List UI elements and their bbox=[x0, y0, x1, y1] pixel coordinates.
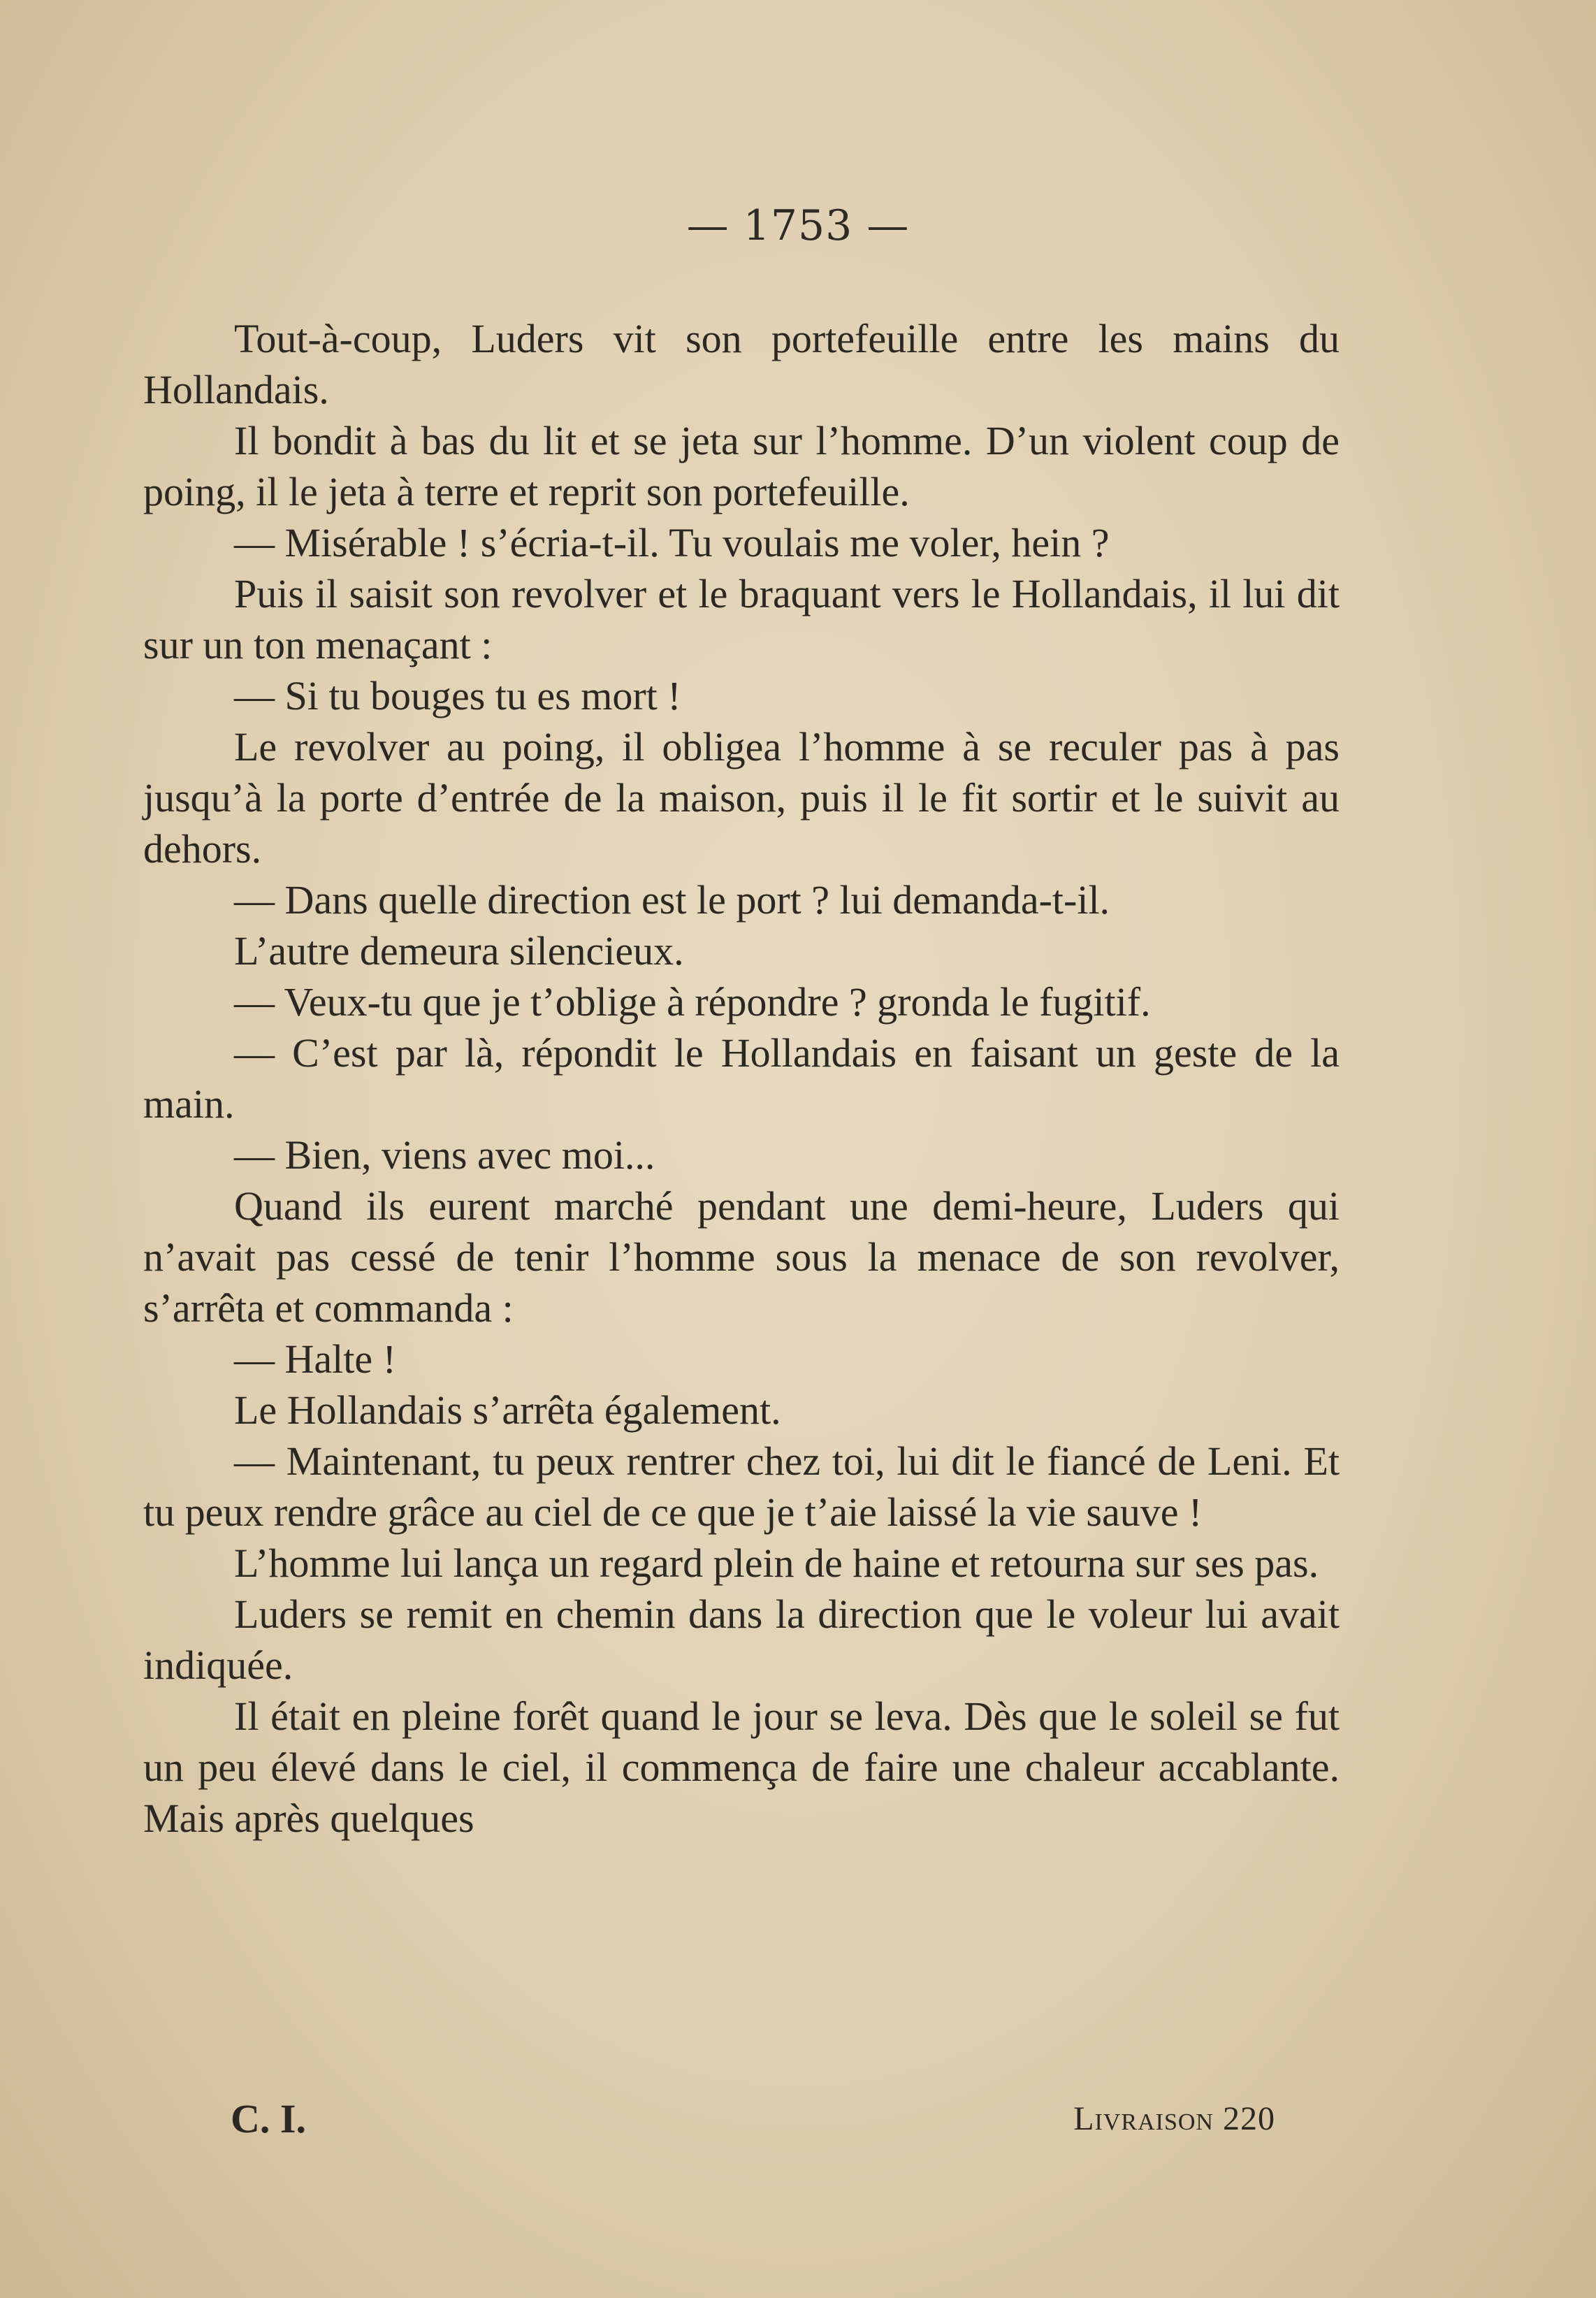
page-number: — 1753 — bbox=[686, 201, 910, 250]
paragraph: L’homme lui lança un regard plein de haine et retourna sur ses pas. bbox=[234, 1540, 1319, 1586]
body-text bbox=[143, 313, 1340, 1844]
paragraph: Puis il saisit son revolver et le braquant vers le Hollandais, il lui dit sur un ton menaçant : bbox=[143, 571, 1340, 667]
paragraph: L’autre demeura silencieux. bbox=[234, 928, 684, 974]
paragraph: — Bien, viens avec moi... bbox=[234, 1132, 655, 1178]
paragraph: — Misérable ! s’écria-t-il. Tu voulais me voler, hein ? bbox=[234, 520, 1110, 565]
paragraph: — Veux-tu que je t’oblige à répondre ? gronda le fugitif. bbox=[234, 979, 1151, 1025]
paragraph: Le revolver au poing, il obligea l’homme à se reculer pas à pas jusqu’à la porte d’entrée de la maison, puis il le fit sortir et le suivit au dehors. bbox=[143, 724, 1340, 872]
paragraph: Il bondit à bas du lit et se jeta sur l’homme. D’un violent coup de poing, il le jeta à terre et reprit son portefeuille. bbox=[143, 418, 1340, 514]
footer-collection-mark: C. I. bbox=[231, 2096, 306, 2141]
paragraph: — Maintenant, tu peux rentrer chez toi, lui dit le fiancé de Leni. Et tu peux rendre grâce au ciel de ce que je t’aie laissé la vie sauve ! bbox=[143, 1438, 1340, 1535]
paragraph: — C’est par là, répondit le Hollandais en faisant un geste de la main. bbox=[143, 1030, 1340, 1127]
paragraph: — Si tu bouges tu es mort ! bbox=[234, 673, 681, 718]
paragraph: Tout-à-coup, Luders vit son portefeuille entre les mains du Hollandais. bbox=[143, 316, 1340, 412]
paragraph: Le Hollandais s’arrêta également. bbox=[234, 1387, 781, 1433]
paragraph: Luders se remit en chemin dans la direction que le voleur lui avait indiquée. bbox=[143, 1591, 1340, 1688]
paragraph: Quand ils eurent marché pendant une demi-heure, Luders qui n’avait pas cessé de tenir l’homme sous la menace de son revolver, s’arrêta et commanda : bbox=[143, 1183, 1340, 1331]
paragraph: — Halte ! bbox=[234, 1336, 396, 1382]
page-footer bbox=[231, 2095, 1275, 2151]
footer-installment: Livraison 220 bbox=[1073, 2100, 1275, 2137]
paragraph: Il était en pleine forêt quand le jour se leva. Dès que le soleil se fut un peu élevé dans le ciel, il commença de faire une chaleur accablante. Mais après quelques bbox=[143, 1693, 1340, 1841]
paragraph: — Dans quelle direction est le port ? lui demanda-t-il. bbox=[234, 877, 1110, 923]
